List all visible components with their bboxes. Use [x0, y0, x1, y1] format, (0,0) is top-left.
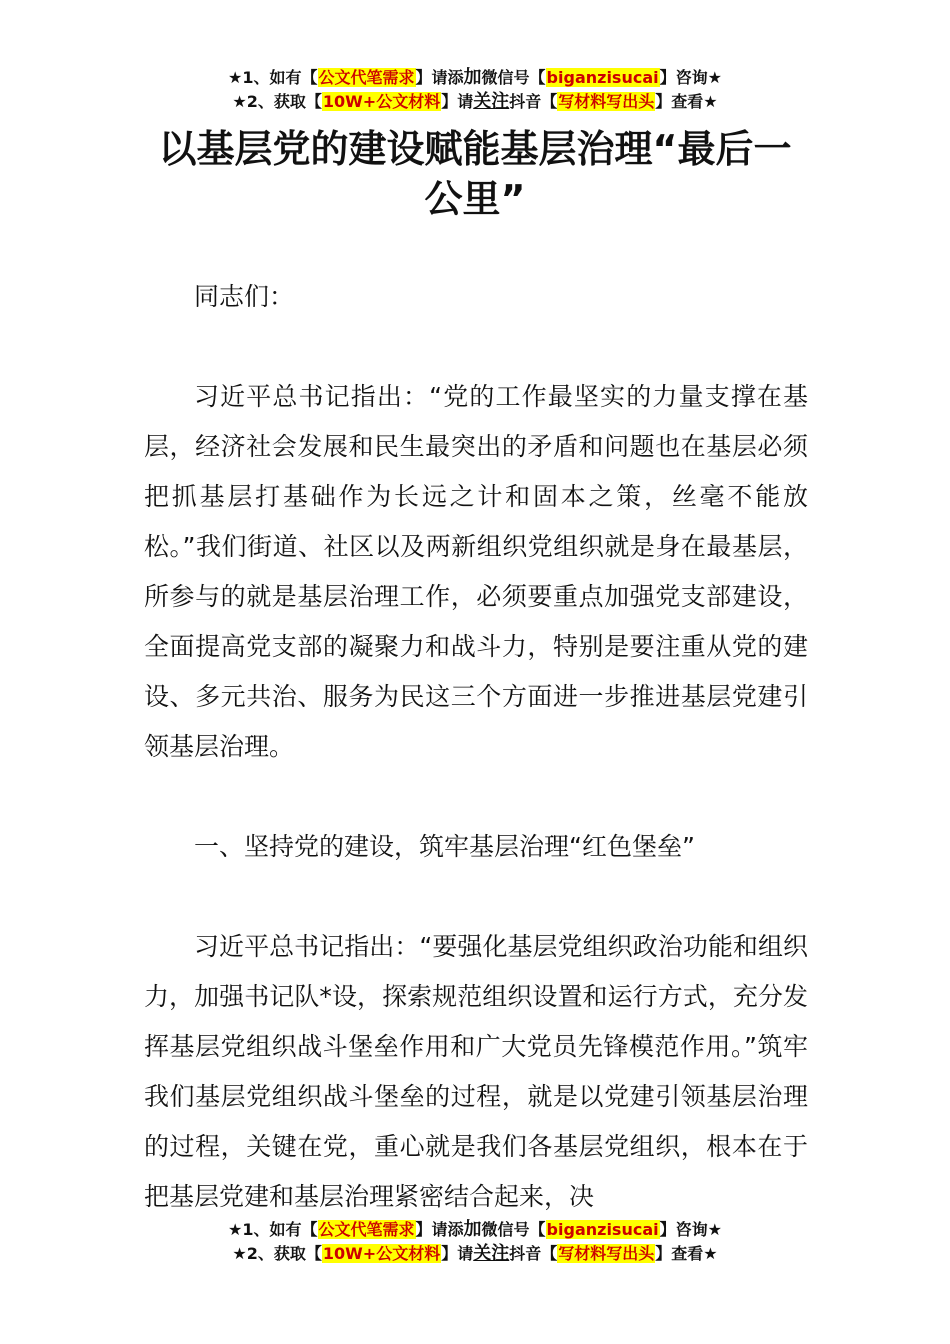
- banner-text: 微信号【: [481, 68, 546, 87]
- banner-text: ★2、获取【: [232, 92, 322, 111]
- highlight-materials: 10W+公文材料: [322, 1244, 441, 1263]
- paragraph-intro: 习近平总书记指出：“党的工作最坚实的力量支撑在基层，经济社会发展和民生最突出的矛盾和问题也在基层必须把抓基层打基础作为长远之计和固本之策，丝毫不能放松。”我们街道、社区以及两新组织党组织就是身在最基层，所参与的就是基层治理工作，必须要重点加强党支部建设，全面提高党支部的凝聚力和战斗力，特别是要注重从党的建设、多元共治、服务为民这三个方面进一步推进基层党建引领基层治理。: [144, 382, 808, 761]
- banner-text: 抖音【: [509, 1244, 558, 1263]
- footer-banner: [0, 1218, 950, 1266]
- banner-text: 】请添: [415, 68, 464, 87]
- banner-text: 】请: [441, 1244, 474, 1263]
- banner-text-emphasis: 关注: [473, 91, 510, 112]
- banner-text-emphasis: 加: [463, 1219, 482, 1240]
- banner-text: 】查看★: [655, 92, 718, 111]
- salutation: 同志们：: [194, 282, 295, 311]
- banner-text: 】咨询★: [659, 68, 722, 87]
- header-banner: [0, 66, 950, 114]
- banner-text: ★1、如有【: [228, 1220, 318, 1239]
- highlight-service: 公文代笔需求: [318, 68, 415, 87]
- banner-text: 】请添: [415, 1220, 464, 1239]
- banner-line-1: [0, 66, 950, 90]
- banner-line-2: [0, 1242, 950, 1266]
- banner-text: 】咨询★: [659, 1220, 722, 1239]
- banner-text-emphasis: 关注: [473, 1243, 510, 1264]
- banner-text: 】请: [441, 92, 474, 111]
- document-title: 以基层党的建设赋能基层治理“最后一公里”: [158, 127, 792, 221]
- banner-line-1: [0, 1218, 950, 1242]
- highlight-materials: 10W+公文材料: [322, 92, 441, 111]
- paragraph-section-one: 习近平总书记指出：“要强化基层党组织政治功能和组织力，加强书记队*设，探索规范组织设置和运行方式，充分发挥基层党组织战斗堡垒作用和广大党员先锋模范作用。”筑牢我们基层党组织战斗堡垒的过程，就是以党建引领基层治理的过程，关键在党，重心就是我们各基层党组织，根本在于把基层党建和基层治理紧密结合起来，决: [144, 932, 808, 1211]
- highlight-douyin-account: 写材料写出头: [558, 92, 655, 111]
- document-body: [144, 272, 808, 1272]
- section-heading: 一、坚持党的建设，筑牢基层治理“红色堡垒”: [194, 832, 695, 861]
- banner-text: 抖音【: [509, 92, 558, 111]
- banner-text-emphasis: 加: [463, 67, 482, 88]
- banner-line-2: [0, 90, 950, 114]
- highlight-douyin-account: 写材料写出头: [558, 1244, 655, 1263]
- banner-text: 】查看★: [655, 1244, 718, 1263]
- banner-text: ★1、如有【: [228, 68, 318, 87]
- banner-text: 微信号【: [481, 1220, 546, 1239]
- highlight-service: 公文代笔需求: [318, 1220, 415, 1239]
- highlight-wechat-id: biganzisucai: [546, 68, 659, 87]
- highlight-wechat-id: biganzisucai: [546, 1220, 659, 1239]
- banner-text: ★2、获取【: [232, 1244, 322, 1263]
